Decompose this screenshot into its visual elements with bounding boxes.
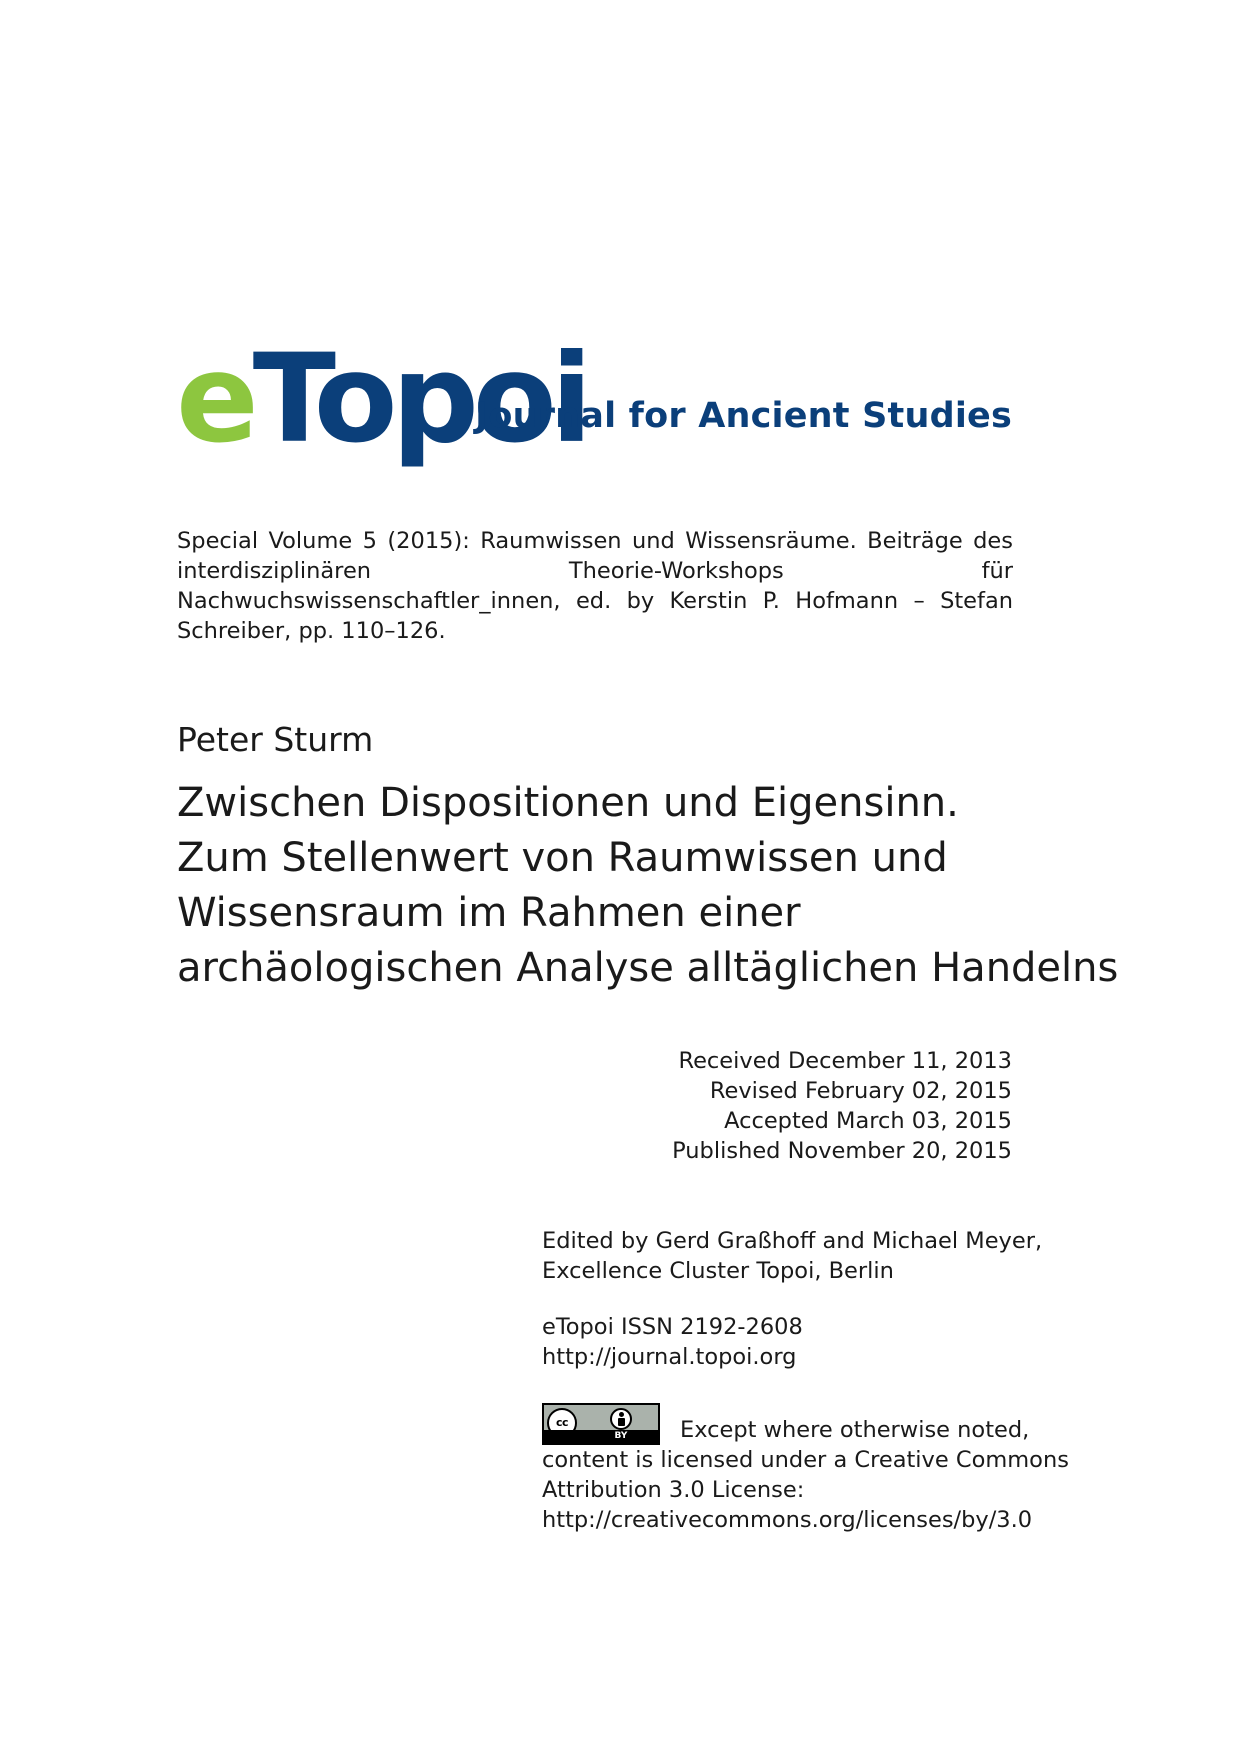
article-title — [177, 776, 1119, 996]
license-line: content is licensed under a Creative Commons — [542, 1447, 1069, 1473]
date-published: Published November 20, 2015 — [672, 1138, 1012, 1164]
title-line: Zwischen Dispositionen und Eigensinn. — [177, 780, 959, 826]
logo-e: e — [176, 328, 253, 470]
license-block — [542, 1403, 1069, 1535]
date-revised: Revised February 02, 2015 — [709, 1078, 1012, 1104]
editors-line: Edited by Gerd Graßhoff and Michael Meyer, — [542, 1228, 1043, 1254]
author-name: Peter Sturm — [177, 720, 374, 759]
issn-block — [542, 1312, 1012, 1372]
journal-url-link[interactable]: http://journal.topoi.org — [542, 1344, 797, 1370]
date-received: Received December 11, 2013 — [678, 1048, 1012, 1074]
license-line: Attribution 3.0 License: — [542, 1477, 805, 1503]
volume-citation: Special Volume 5 (2015): Raumwissen und Wissensräume. Beiträge des interdisziplinären Theorie-Workshops für Nachwuchswissenschaftler_innen, ed. by Kerstin P. Hofmann – Stefan Schreiber, pp. 110–126. — [177, 528, 1013, 644]
title-line: Zum Stellenwert von Raumwissen und — [177, 835, 948, 881]
publication-dates — [672, 1046, 1012, 1166]
journal-masthead — [176, 328, 1012, 478]
license-text — [542, 1403, 1069, 1535]
logo-topoi: Topoi — [252, 328, 587, 470]
cc-icon: cc — [547, 1408, 577, 1438]
license-url-link[interactable]: http://creativecommons.org/licenses/by/3.0 — [542, 1507, 1033, 1533]
license-line: Except where otherwise noted, — [680, 1417, 1030, 1443]
date-accepted: Accepted March 03, 2015 — [724, 1108, 1012, 1134]
editors-affiliation: Excellence Cluster Topoi, Berlin — [542, 1258, 894, 1284]
journal-name: Journal for Ancient Studies — [475, 396, 1012, 436]
badge-by-label: BY — [614, 1431, 628, 1441]
title-line: archäologischen Analyse alltäglichen Handelns — [177, 945, 1119, 991]
editors-block — [542, 1226, 1043, 1286]
title-line: Wissensraum im Rahmen einer — [177, 890, 801, 936]
issn-line: eTopoi ISSN 2192-2608 — [542, 1314, 803, 1340]
